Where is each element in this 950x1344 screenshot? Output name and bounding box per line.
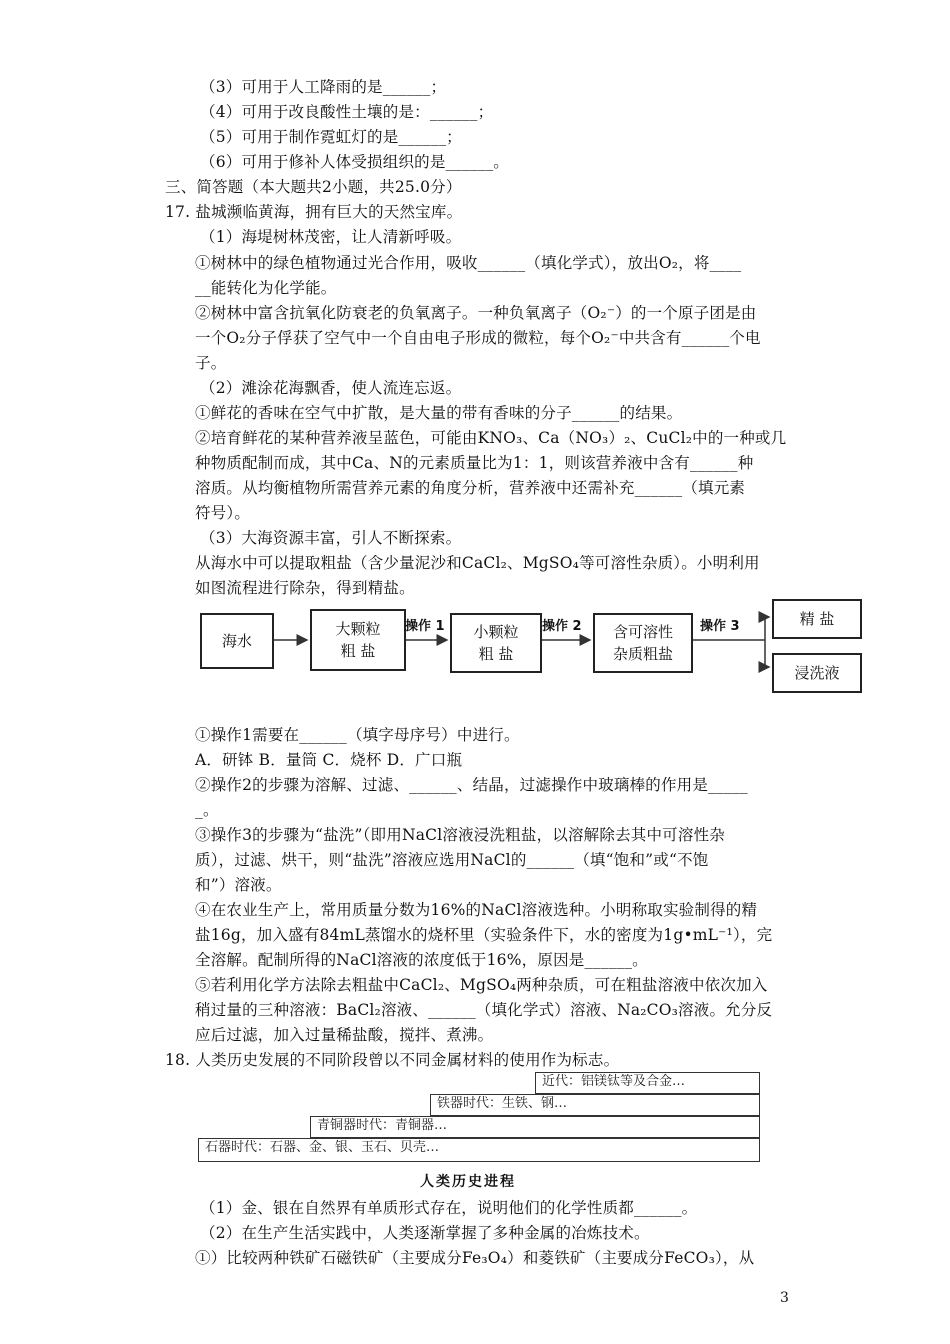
q17-3-e-line2: 稍过量的三种溶液：BaCl₂溶液、______（填化学式）溶液、Na₂CO₃溶液。允分反 [195, 1001, 773, 1019]
q17-part-1: （1）海堤树林茂密，让人清新呼吸。 [200, 228, 462, 246]
seawater-label: 海水 [221, 632, 252, 650]
q16-item-6: （6）可用于修补人体受损组织的是______。 [200, 153, 509, 171]
q17-3-intro-line2: 如图流程进行除杂，得到精盐。 [195, 579, 415, 597]
op1-label: 操作 1 [405, 619, 445, 634]
q17-2-b-line4: 符号）。 [195, 504, 251, 522]
op2-label: 操作 2 [542, 619, 582, 634]
fine-salt-label: 精 盐 [799, 610, 835, 628]
q17-1-b-line3: 子。 [195, 354, 227, 372]
q17-3-d-line2: 盐16g，加入盛有84mL蒸馏水的烧杯里（实验条件下，水的密度为1g•mL⁻¹），完 [195, 926, 773, 944]
page-number: 3 [780, 1290, 789, 1306]
q16-item-5: （5）可用于制作霓虹灯的是______； [200, 128, 462, 146]
timeline-modern: 近代：铝镁钛等及合金… [535, 1072, 760, 1094]
large-salt-box [310, 609, 406, 671]
q17-3-e-line3: 应后过滤，加入过量稀盐酸，搅拌、煮沸。 [195, 1026, 494, 1044]
wash-liquid-label: 浸洗液 [794, 664, 840, 682]
op3-label: 操作 3 [700, 619, 740, 634]
impure-salt-box [593, 613, 693, 673]
q17-3-b-line2: _。 [195, 801, 219, 819]
q17-3-a-options: A．研钵 B．量筒 C．烧杯 D．广口瓶 [195, 751, 463, 769]
q17-3-intro-line1: 从海水中可以提取粗盐（含少量泥沙和CaCl₂、MgSO₄等可溶性杂质）。小明利用 [195, 554, 760, 572]
q17-3-d-line3: 全溶解。配制所得的NaCl溶液的浓度低于16%，原因是______。 [195, 951, 648, 969]
small-salt-label-1: 小颗粒 [473, 623, 519, 641]
q17-3-c-line2: 质），过滤、烘干，则“盐洗”溶液应选用NaCl的______（填“饱和”或“不饱 [195, 851, 709, 869]
q17-3-e-line1: ⑤若利用化学方法除去粗盐中CaCl₂、MgSO₄两种杂质，可在粗盐溶液中依次加入 [195, 976, 768, 994]
q18-2-a: ①）比较两种铁矿石磁铁矿（主要成分Fe₃O₄）和菱铁矿（主要成分FeCO₃），从 [195, 1249, 755, 1267]
small-salt-box [450, 613, 542, 673]
seawater-box [200, 613, 274, 669]
impure-salt-label-1: 含可溶性 [612, 623, 673, 641]
timeline-iron: 铁器时代：生铁、钢… [430, 1094, 760, 1116]
q17-2-b-line3: 溶质。从均衡植物所需营养元素的角度分析，营养液中还需补充______（填元素 [195, 479, 746, 497]
timeline-title: 人类历史进程 [420, 1174, 516, 1190]
section-heading: 三、简答题（本大题共2小题，共25.0分） [165, 178, 462, 196]
q17-1-b-line2: 一个O₂分子俘获了空气中一个自由电子形成的微粒，每个O₂⁻中共含有______个电 [195, 329, 761, 347]
q17-1-a-line2: __能转化为化学能。 [195, 279, 337, 297]
large-salt-label-1: 大颗粒 [335, 620, 381, 638]
q17-part-2: （2）滩涂花海飘香，使人流连忘返。 [200, 379, 462, 397]
q16-item-4: （4）可用于改良酸性土壤的是：______； [200, 103, 494, 121]
wash-liquid-box [772, 653, 862, 693]
q17-2-a: ①鲜花的香味在空气中扩散，是大量的带有香味的分子______的结果。 [195, 404, 683, 422]
q17-1-a-line1: ①树林中的绿色植物通过光合作用，吸收______（填化学式），放出O₂，将____ [195, 254, 742, 272]
q18-part-1: （1）金、银在自然界有单质形式存在，说明他们的化学性质都______。 [200, 1199, 698, 1217]
timeline-stone: 石器时代：石器、金、银、玉石、贝壳… [198, 1138, 760, 1162]
fine-salt-box [772, 599, 862, 639]
q17-2-b-line2: 种物质配制而成，其中Ca、N的元素质量比为1：1，则该营养液中含有______种 [195, 454, 754, 472]
q17-3-c-line1: ③操作3的步骤为“盐洗”（即用NaCl溶液浸洗粗盐，以溶解除去其中可溶性杂 [195, 826, 725, 844]
large-salt-label-2: 粗 盐 [340, 642, 376, 660]
q17-part-3: （3）大海资源丰富，引人不断探索。 [200, 529, 462, 547]
q17-2-b-line1: ②培育鲜花的某种营养液呈蓝色，可能由KNO₃、Ca（NO₃）₂、CuCl₂中的一种或几 [195, 429, 787, 447]
history-timeline [195, 1068, 770, 1198]
q17-3-c-line3: 和”）溶液。 [195, 876, 282, 894]
q18-stem: 18. 人类历史发展的不同阶段曾以不同金属材料的使用作为标志。 [165, 1051, 620, 1069]
timeline-bronze: 青铜器时代：青铜器… [310, 1116, 760, 1138]
q18-part-2: （2）在生产生活实践中，人类逐渐掌握了多种金属的冶炼技术。 [200, 1224, 650, 1242]
impure-salt-label-2: 杂质粗盐 [612, 645, 673, 663]
q17-3-d-line1: ④在农业生产上，常用质量分数为16%的NaCl溶液选种。小明称取实验制得的精 [195, 901, 758, 919]
q17-1-b-line1: ②树林中富含抗氧化防衰老的负氧离子。一种负氧离子（O₂⁻）的一个原子团是由 [195, 304, 757, 322]
q17-stem: 17. 盐城濒临黄海，拥有巨大的天然宝库。 [165, 203, 463, 221]
q17-3-a: ①操作1需要在______（填字母序号）中进行。 [195, 726, 520, 744]
salt-purification-flowchart [195, 595, 870, 700]
q17-3-b-line1: ②操作2的步骤为溶解、过滤、______、结晶，过滤操作中玻璃棒的作用是_____ [195, 776, 748, 794]
q16-item-3: （3）可用于人工降雨的是______； [200, 78, 447, 96]
small-salt-label-2: 粗 盐 [478, 645, 514, 663]
